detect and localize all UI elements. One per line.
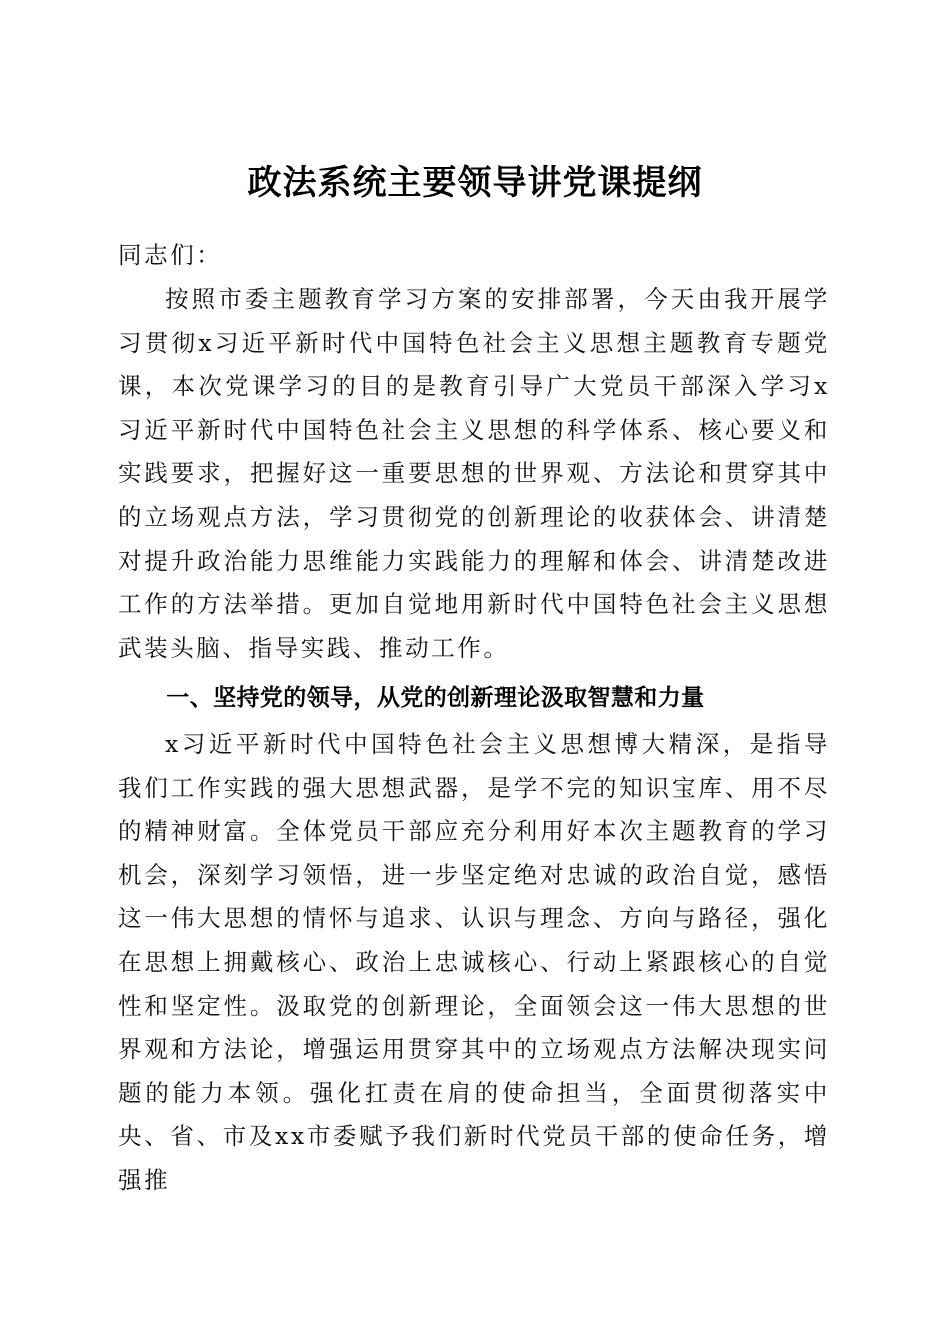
document-title: 政法系统主要领导讲党课提纲 <box>247 162 703 203</box>
salutation: 同志们： <box>118 241 223 269</box>
intro-paragraph: 按照市委主题教育学习方案的安排部署，今天由我开展学习贯彻x习近平新时代中国特色社会主义思想主题教育专题党课，本次党课学习的目的是教育引导广大党员干部深入学习x习近平新时代中国特色社会主义思想的科学体系、核心要义和实践要求，把握好这一重要思想的世界观、方法论和贯穿其中的立场观点方法，学习贯彻党的创新理论的收获体会、讲清楚对提升政治能力思维能力实践能力的理解和体会、讲清楚改进工作的方法举措。更加自觉地用新时代中国特色社会主义思想武装头脑、指导实践、推动工作。 <box>118 285 830 662</box>
section-1-paragraph: x习近平新时代中国特色社会主义思想博大精深，是指导我们工作实践的强大思想武器，是学不完的知识宝库、用不尽的精神财富。全体党员干部应充分利用好本次主题教育的学习机会，深刻学习领悟，进一步坚定绝对忠诚的政治自觉，感悟这一伟大思想的情怀与追求、认识与理念、方向与路径，强化在思想上拥戴核心、政治上忠诚核心、行动上紧跟核心的自觉性和坚定性。汲取党的创新理论，全面领会这一伟大思想的世界观和方法论，增强运用贯穿其中的立场观点方法解决现实问题的能力本领。强化扛责在肩的使命担当，全面贯彻落实中央、省、市及xx市委赋予我们新时代党员干部的使命任务，增强推 <box>118 730 830 1194</box>
section-heading-1: 一、坚持党的领导，从党的创新理论汲取智慧和力量 <box>166 685 705 711</box>
